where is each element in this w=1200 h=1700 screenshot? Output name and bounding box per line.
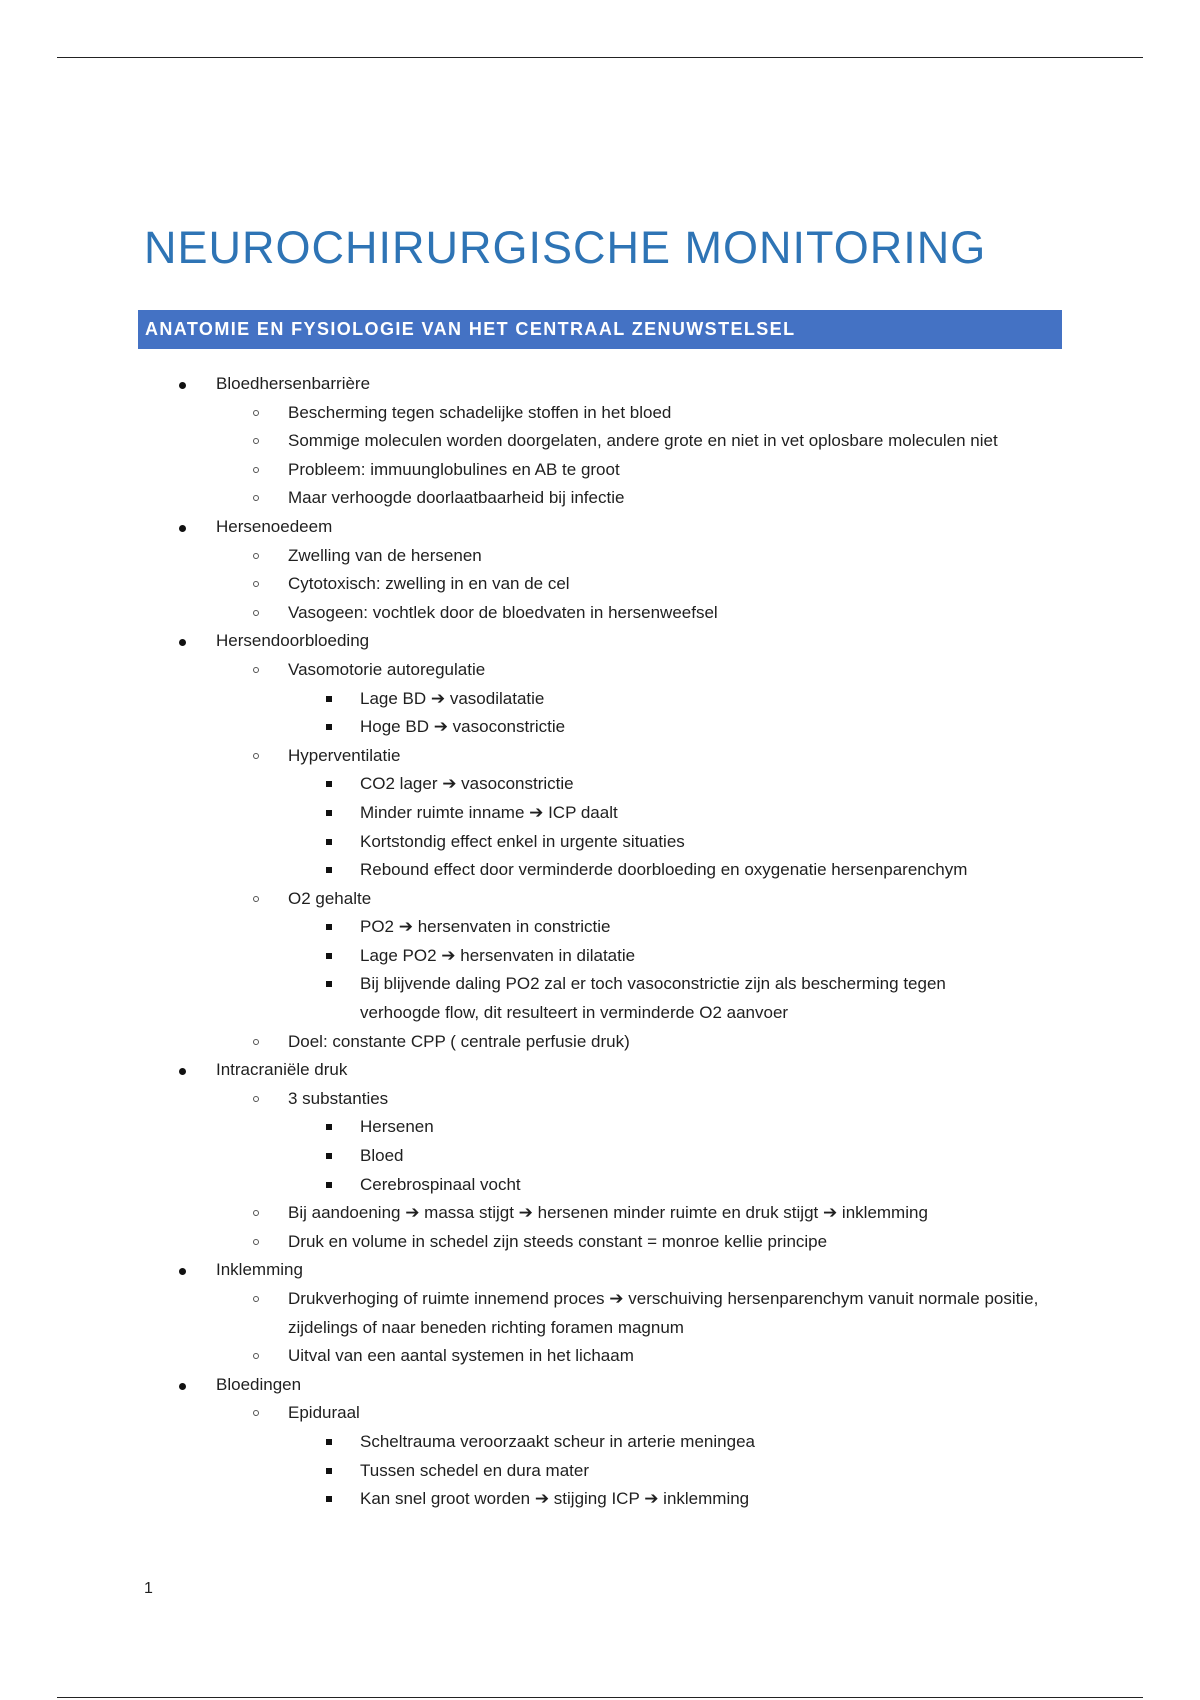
- bullet-circle-icon: [253, 495, 259, 501]
- list-item-text: Maar verhoogde doorlaatbaarheid bij infectie: [288, 488, 625, 508]
- bullet-square-icon: [326, 1496, 332, 1502]
- list-item-level-2: [0, 885, 1200, 914]
- list-item-text: Vasogeen: vochtlek door de bloedvaten in hersenweefsel: [288, 602, 718, 622]
- list-item-text: Zwelling van de hersenen: [288, 545, 482, 565]
- bullet-circle-icon: [253, 467, 259, 473]
- list-item-level-1: [0, 1371, 1200, 1400]
- list-item-text: Tussen schedel en dura mater: [360, 1460, 589, 1480]
- bullet-circle-icon: [253, 896, 259, 902]
- list-item-level-1: [0, 513, 1200, 542]
- list-item-level-3: [0, 685, 1200, 714]
- list-item-level-2: [0, 542, 1200, 571]
- bullet-disc-icon: [179, 525, 186, 532]
- list-item-text: Scheltrauma veroorzaakt scheur in arterie meningea: [360, 1431, 755, 1451]
- list-item-level-3: [0, 1428, 1200, 1457]
- list-item-text: Cerebrospinaal vocht: [360, 1174, 521, 1194]
- bullet-circle-icon: [253, 667, 259, 673]
- list-item-text: Hersenoedeem: [216, 516, 333, 536]
- list-item-text: Bescherming tegen schadelijke stoffen in het bloed: [288, 402, 672, 422]
- bullet-square-icon: [326, 724, 332, 730]
- bullet-disc-icon: [179, 1268, 186, 1275]
- list-item-text: Druk en volume in schedel zijn steeds constant = monroe kellie principe: [288, 1231, 828, 1251]
- list-item-text: Sommige moleculen worden doorgelaten, andere grote en niet in vet oplosbare moleculen niet: [288, 431, 998, 451]
- bullet-square-icon: [326, 781, 332, 787]
- list-item-level-2: [0, 1228, 1200, 1257]
- bullet-circle-icon: [253, 553, 259, 559]
- list-item-text: Rebound effect door verminderde doorbloeding en oxygenatie hersenparenchym: [360, 860, 968, 880]
- list-item-level-3: [0, 913, 1200, 942]
- bullet-circle-icon: [253, 1210, 259, 1216]
- bullet-circle-icon: [253, 610, 259, 616]
- page-number: 1: [144, 1580, 153, 1597]
- list-item-level-1: [0, 1056, 1200, 1085]
- list-item-level-2: [0, 1399, 1200, 1428]
- list-item-text: Bloed: [360, 1146, 404, 1166]
- list-item-text: Minder ruimte inname ➔ ICP daalt: [360, 802, 618, 822]
- bullet-circle-icon: [253, 438, 259, 444]
- list-item-level-2: [0, 1285, 1200, 1342]
- list-item-level-2: [0, 599, 1200, 628]
- list-item-level-3: [0, 942, 1200, 971]
- list-item-text: O2 gehalte: [288, 888, 372, 908]
- list-item-text: Kan snel groot worden ➔ stijging ICP ➔ inklemming: [360, 1489, 750, 1509]
- list-item-text: Bij aandoening ➔ massa stijgt ➔ hersenen minder ruimte en druk stijgt ➔ inklemming: [288, 1203, 928, 1223]
- list-item-level-1: [0, 1256, 1200, 1285]
- list-item-level-3: [0, 1457, 1200, 1486]
- list-item-text: Lage BD ➔ vasodilatatie: [360, 688, 545, 708]
- list-item-level-3: [0, 799, 1200, 828]
- list-item-text: Intracraniële druk: [216, 1060, 348, 1080]
- bullet-circle-icon: [253, 1410, 259, 1416]
- list-item-text: CO2 lager ➔ vasoconstrictie: [360, 774, 574, 794]
- list-item-level-2: [0, 1342, 1200, 1371]
- bullet-circle-icon: [253, 1296, 259, 1302]
- list-item-level-3: [0, 1113, 1200, 1142]
- list-item-level-3: [0, 1171, 1200, 1200]
- bullet-square-icon: [326, 924, 332, 930]
- list-item-level-2: [0, 427, 1200, 456]
- list-item-text: Bloedhersenbarrière: [216, 374, 371, 393]
- list-item-text: Doel: constante CPP ( centrale perfusie druk): [288, 1031, 630, 1051]
- list-item-level-2: [0, 1199, 1200, 1228]
- bullet-square-icon: [326, 953, 332, 959]
- list-item-level-2: [0, 570, 1200, 599]
- bullet-square-icon: [326, 1182, 332, 1188]
- list-item-text: Epiduraal: [288, 1403, 360, 1423]
- list-item-level-2: [0, 456, 1200, 485]
- footer-rule: [57, 1697, 1143, 1698]
- list-item-level-3: [0, 770, 1200, 799]
- bullet-circle-icon: [253, 581, 259, 587]
- list-item-level-3: [0, 856, 1200, 885]
- list-item-text: Kortstondig effect enkel in urgente situaties: [360, 831, 685, 851]
- list-item-level-3: [0, 713, 1200, 742]
- document-title: NEUROCHIRURGISCHE MONITORING: [144, 222, 987, 273]
- bullet-square-icon: [326, 981, 332, 987]
- list-item-level-2: [0, 742, 1200, 771]
- list-item-text: Inklemming: [216, 1260, 303, 1280]
- header-rule: [57, 57, 1143, 58]
- list-item-text: Cytotoxisch: zwelling in en van de cel: [288, 574, 570, 594]
- bullet-circle-icon: [253, 1353, 259, 1359]
- list-item-level-2: [0, 399, 1200, 428]
- list-item-text: Probleem: immuunglobulines en AB te groot: [288, 459, 620, 479]
- list-item-level-3: [0, 1485, 1200, 1514]
- bullet-circle-icon: [253, 1096, 259, 1102]
- list-item-text: Hersenen: [360, 1117, 434, 1137]
- bullet-disc-icon: [179, 1068, 186, 1075]
- list-item-level-3: [0, 828, 1200, 857]
- bullet-circle-icon: [253, 753, 259, 759]
- bullet-disc-icon: [179, 1383, 186, 1390]
- list-item-text: Lage PO2 ➔ hersenvaten in dilatatie: [360, 945, 636, 965]
- bullet-square-icon: [326, 1153, 332, 1159]
- bullet-square-icon: [326, 1468, 332, 1474]
- list-item-text: Vasomotorie autoregulatie: [288, 659, 486, 679]
- bullet-circle-icon: [253, 1039, 259, 1045]
- list-item-text: Drukverhoging of ruimte innemend proces ➔ verschuiving hersenparenchym vanuit normale positie, zijdelings of naar beneden richting foramen magnum: [288, 1289, 1039, 1337]
- list-item-text: Hoge BD ➔ vasoconstrictie: [360, 717, 566, 737]
- bullet-disc-icon: [179, 382, 186, 389]
- section-heading: ANATOMIE EN FYSIOLOGIE VAN HET CENTRAAL ZENUWSTELSEL: [138, 310, 1062, 349]
- list-item-text: PO2 ➔ hersenvaten in constrictie: [360, 917, 611, 937]
- bullet-square-icon: [326, 696, 332, 702]
- bullet-square-icon: [326, 867, 332, 873]
- list-item-level-3: [0, 1142, 1200, 1171]
- bullet-disc-icon: [179, 639, 186, 646]
- bullet-square-icon: [326, 810, 332, 816]
- list-item-level-2: [0, 484, 1200, 513]
- list-item-level-3: [0, 970, 1200, 1027]
- bullet-circle-icon: [253, 410, 259, 416]
- list-item-level-2: [0, 1028, 1200, 1057]
- list-item-level-2: [0, 1085, 1200, 1114]
- bullet-square-icon: [326, 1124, 332, 1130]
- bullet-circle-icon: [253, 1239, 259, 1245]
- list-item-text: 3 substanties: [288, 1088, 389, 1108]
- outline-list: [0, 370, 1200, 1514]
- list-item-text: Bloedingen: [216, 1374, 302, 1394]
- bullet-square-icon: [326, 839, 332, 845]
- list-item-level-1: [0, 627, 1200, 656]
- list-item-text: Hersendoorbloeding: [216, 631, 370, 651]
- list-item-level-2: [0, 656, 1200, 685]
- list-item-level-1: [0, 370, 1200, 399]
- bullet-square-icon: [326, 1439, 332, 1445]
- list-item-text: Hyperventilatie: [288, 745, 401, 765]
- list-item-text: Bij blijvende daling PO2 zal er toch vasoconstrictie zijn als bescherming tegen verhoogde flow, dit resulteert in verminderde O2 aanvoer: [360, 974, 946, 1023]
- list-item-text: Uitval van een aantal systemen in het lichaam: [288, 1346, 634, 1366]
